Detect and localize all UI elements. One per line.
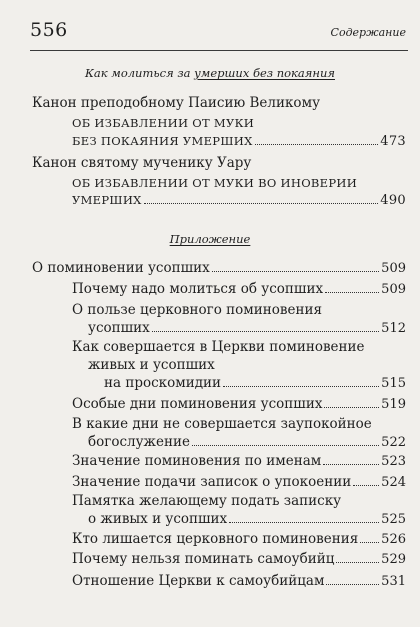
toc-entry: [32, 259, 406, 277]
toc-entry-page: 524: [381, 475, 406, 490]
dot-leader: [212, 271, 379, 272]
dot-leader: [325, 292, 379, 293]
toc-entry: [104, 374, 406, 392]
toc-entry-page: 515: [381, 376, 406, 391]
running-title: Содержание: [330, 26, 406, 39]
dot-leader: [353, 485, 379, 486]
toc-entry-title: Отношение Церкви к самоубийцам: [72, 573, 325, 589]
toc-entry-2-last-line: [72, 191, 406, 209]
toc-entry-title: О поминовении усопших: [32, 260, 210, 276]
section-title-2: [0, 232, 420, 246]
toc-entry-title: Особые дни поминовения усопших: [72, 396, 323, 412]
toc-entry-title-cont: о живых и усопших: [88, 511, 228, 527]
toc-entry: [72, 280, 406, 298]
toc-entry: [72, 473, 406, 491]
dot-leader: [323, 464, 379, 465]
toc-entry-page: 519: [381, 397, 406, 412]
toc-entry-1-line-2: ОБ ИЗБАВЛЕНИИ ОТ МУКИ: [72, 116, 255, 130]
section-title-2-text: Приложение: [169, 232, 251, 246]
toc-entry-1-line-3: БЕЗ ПОКАЯНИЯ УМЕРШИХ: [72, 134, 253, 148]
toc-entry: [72, 530, 406, 548]
dot-leader: [223, 386, 379, 387]
toc-entry-title-cont: живых и усопших: [88, 357, 215, 373]
dot-leader: [326, 584, 379, 585]
dot-leader: [324, 407, 379, 408]
toc-entry-title: Памятка желающему подать записку: [72, 493, 342, 509]
toc-entry-title: Значение поминовения по именам: [72, 453, 322, 469]
toc-entry-2-line-3: УМЕРШИХ: [72, 193, 142, 207]
toc-entry-title: Как совершается в Церкви поминовение: [72, 339, 365, 355]
toc-entry-page: 529: [381, 552, 406, 567]
toc-entry-1-line-1: Канон преподобному Паисию Великому: [32, 95, 321, 111]
dot-leader: [192, 445, 379, 446]
toc-entry-title-cont: богослужение: [88, 434, 190, 450]
toc-entry: [72, 395, 406, 413]
toc-entry: [88, 319, 406, 337]
dot-leader: [255, 144, 379, 145]
toc-entry-page: 509: [381, 261, 406, 276]
toc-entry-page: 526: [381, 532, 406, 547]
toc-entry-title: В какие дни не совершается заупокойное: [72, 416, 372, 432]
toc-entry-title: О пользе церковного поминовения: [72, 302, 323, 318]
toc-entry-2-line-2: ОБ ИЗБАВЛЕНИИ ОТ МУКИ ВО ИНОВЕРИИ: [72, 176, 358, 190]
toc-entry-2-page: 490: [380, 193, 406, 208]
toc-entry-title-cont: на проскомидии: [104, 375, 222, 391]
dot-leader: [336, 562, 379, 563]
toc-entry-page: 531: [381, 574, 406, 589]
dot-leader: [152, 331, 379, 332]
page-number: 556: [30, 19, 68, 41]
toc-entry-2-line-1: Канон святому мученику Уару: [32, 155, 252, 171]
dot-leader: [144, 203, 379, 204]
toc-entry-page: 512: [381, 321, 406, 336]
toc-entry-page: 523: [381, 454, 406, 469]
section-title-1: [0, 66, 420, 80]
toc-entry: [72, 550, 406, 568]
toc-entry-title: Значение подачи записок о упокоении: [72, 474, 352, 490]
header-rule: [30, 50, 408, 51]
section-title-1-underlined: умерших без покаяния: [194, 66, 335, 80]
toc-entry-page: 509: [381, 282, 406, 297]
section-title-1-part: Как молиться за: [85, 66, 195, 80]
toc-entry-page: 522: [381, 435, 406, 450]
dot-leader: [360, 542, 379, 543]
toc-entry-title: Почему надо молиться об усопших: [72, 281, 324, 297]
dot-leader: [229, 522, 379, 523]
toc-entry-1-last-line: [72, 132, 406, 150]
toc-entry-title: Почему нельзя поминать самоубийц: [72, 551, 335, 567]
toc-entry-1-page: 473: [380, 134, 406, 149]
toc-entry: [72, 452, 406, 470]
toc-entry-title: Кто лишается церковного поминовения: [72, 531, 359, 547]
toc-entry: [88, 510, 406, 528]
toc-entry: [88, 433, 406, 451]
toc-entry: [72, 572, 406, 590]
toc-entry-title-cont: усопших: [88, 320, 150, 336]
toc-entry-page: 525: [381, 512, 406, 527]
